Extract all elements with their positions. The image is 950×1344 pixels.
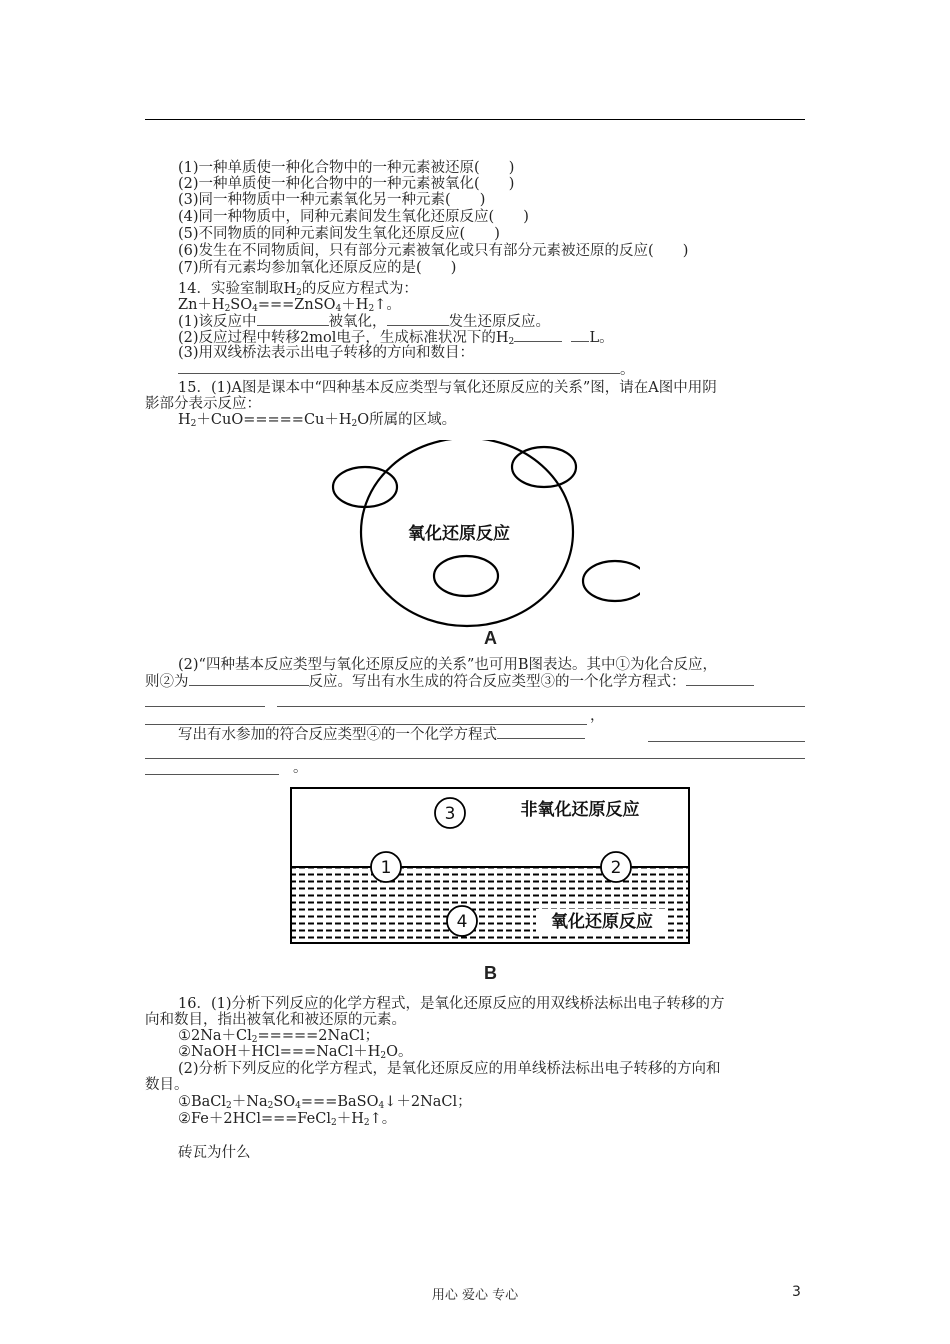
q16-equation-2: $②NaOH+HCl===NaCl+H_2O$。 xyxy=(178,1044,413,1061)
footer-text: 用心 爱心 专心 xyxy=(431,1288,519,1303)
page-number: 3 xyxy=(792,1284,801,1300)
figure-a xyxy=(320,440,640,640)
answer-line[interactable] xyxy=(648,741,805,742)
q14-part2: (2)反应过程中转移2mol电子，生成标准状况下的$H_2$ L。 xyxy=(178,330,614,347)
q16-p2-line2: 数目。 xyxy=(145,1077,189,1093)
q15-p2-line2: 则②为 反应。写出有水生成的符合反应类型③的一个化学方程式： xyxy=(145,673,754,691)
q15-comma: ， xyxy=(590,708,605,724)
q15-p1-line1: 15．(1)A图是课本中“四种基本反应类型与氧化还原反应的关系”图，请在A图中用阴 xyxy=(178,380,717,396)
answer-line[interactable] xyxy=(145,774,279,775)
answer-line[interactable] xyxy=(145,758,805,759)
answer-blank[interactable] xyxy=(178,361,620,374)
q16-p2-line1: (2)分析下列反应的化学方程式，是氧化还原反应的用单线桥法标出电子转移的方向和 xyxy=(178,1061,721,1077)
figure-a-caption: A xyxy=(484,628,497,648)
q16-equation-3: $①BaCl_2+Na_2SO_4===BaSO_4↓+2NaCl$； xyxy=(178,1094,472,1111)
answer-blank[interactable] xyxy=(514,329,562,342)
region-1-number: 1 xyxy=(380,858,392,878)
q15-equation: $H_2+CuO=====Cu+H_2O$所属的区域。 xyxy=(178,412,457,429)
q13-item-4: (4)同一种物质中，同种元素间发生氧化还原反应( ) xyxy=(178,209,529,225)
q16-p1-line1: 16．(1)分析下列反应的化学方程式，是氧化还原反应的用双线桥法标出电子转移的方 xyxy=(178,996,725,1012)
reaction-type-ellipse xyxy=(333,467,397,507)
answer-blank[interactable] xyxy=(257,313,329,326)
header-rule xyxy=(145,119,805,120)
q14-part1: (1)该反应中 被氧化， 发生还原反应。 xyxy=(178,314,551,330)
q14-title: 14．实验室制取$H_2$的反应方程式为： xyxy=(178,281,418,298)
region-2-number: 2 xyxy=(610,858,622,878)
redox-label: 氧化还原反应 xyxy=(551,912,653,932)
q13-item-5: (5)不同物质的同种元素间发生氧化还原反应( ) xyxy=(178,226,500,242)
answer-blank[interactable] xyxy=(686,673,754,686)
region-3-number: 3 xyxy=(444,804,456,824)
q13-item-7: (7)所有元素均参加氧化还原反应的是( ) xyxy=(178,260,457,276)
q13-item-2: (2)一种单质使一种化合物中的一种元素被氧化( ) xyxy=(178,176,515,192)
q16-p1-line2: 向和数目，指出被氧化和被还原的元素。 xyxy=(145,1012,406,1028)
answer-line[interactable] xyxy=(145,724,587,725)
q16-equation-1: $①2Na+Cl_2=====2NaCl$； xyxy=(178,1028,380,1045)
extra-text: 砖瓦为什么 xyxy=(178,1145,251,1161)
q14-equation: $Zn+H_2SO_4===ZnSO_4+H_2↑$。 xyxy=(178,297,401,314)
figure-a-label: 氧化还原反应 xyxy=(408,524,510,544)
figure-b-caption: B xyxy=(484,963,497,983)
answer-blank[interactable] xyxy=(189,673,309,686)
answer-line[interactable] xyxy=(145,706,265,707)
q15-p1-line2: 影部分表示反应： xyxy=(145,396,261,412)
q16-equation-4: $②Fe+2HCl===FeCl_2+H_2↑$。 xyxy=(178,1111,397,1128)
q15-p2-line1: (2)“四种基本反应类型与氧化还原反应的关系”也可用B图表达。其中①为化合反应， xyxy=(178,657,718,673)
answer-blank[interactable] xyxy=(571,329,589,342)
answer-blank[interactable] xyxy=(387,313,449,326)
q15-p2-line4: 写出有水参加的符合反应类型④的一个化学方程式 xyxy=(178,726,585,744)
q13-item-3: (3)同一种物质中一种元素氧化另一种元素( ) xyxy=(178,192,486,208)
figure-b xyxy=(290,787,692,947)
q14-part3-line: 。 xyxy=(178,361,635,379)
region-4-number: 4 xyxy=(456,912,468,932)
answer-line[interactable] xyxy=(277,706,805,707)
reaction-type-ellipse xyxy=(583,561,640,601)
q14-part3: (3)用双线桥法表示出电子转移的方向和数目： xyxy=(178,345,475,361)
q15-end: 。 xyxy=(293,760,308,776)
q13-item-1: (1)一种单质使一种化合物中的一种元素被还原( ) xyxy=(178,160,515,176)
answer-blank[interactable] xyxy=(497,726,585,739)
non-redox-label: 非氧化还原反应 xyxy=(520,800,640,820)
q13-item-6: (6)发生在不同物质间，只有部分元素被氧化或只有部分元素被还原的反应( ) xyxy=(178,243,689,259)
reaction-type-ellipse xyxy=(434,556,498,596)
